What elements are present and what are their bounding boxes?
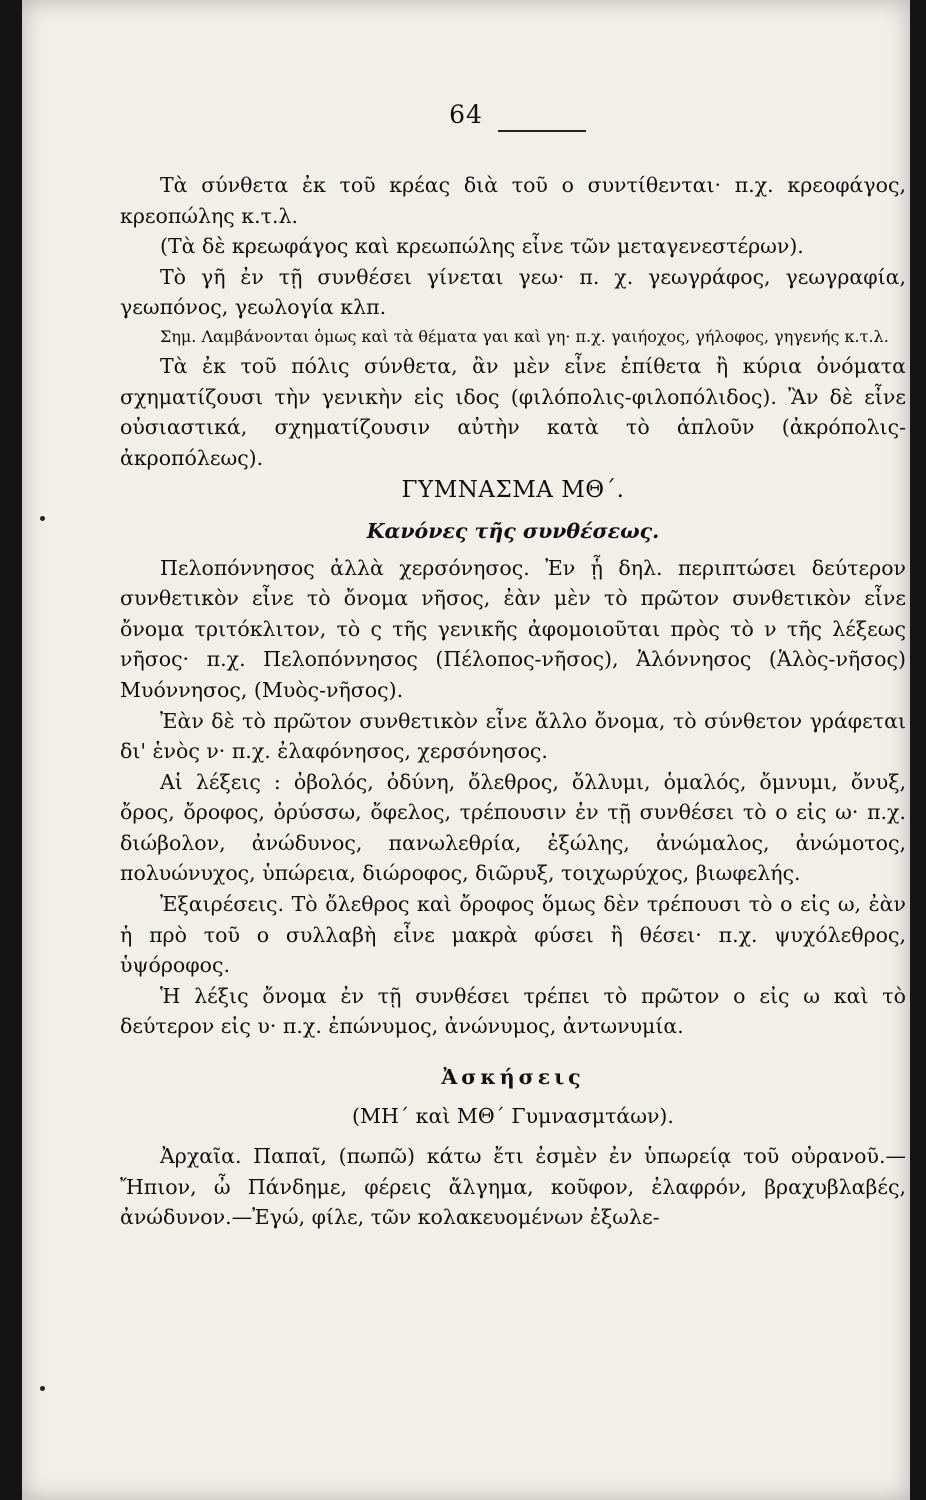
exercises-subheading: (ΜΗ΄ καὶ ΜΘ΄ Γυμνασμτάων). xyxy=(352,1103,674,1128)
paragraph-other-noun: Ἐὰν δὲ τὸ πρῶτον συνθετικὸν εἶνε ἄλλο ὄνομα, τὸ σύνθετον γράφεται δι' ἑνὸς ν· π.χ. ἐλαφόνησος, χερσόνησος. xyxy=(120,708,906,764)
margin-dot xyxy=(40,1386,45,1391)
page-number: 64 xyxy=(449,100,483,129)
paragraph-exceptions: Ἐξαιρέσεις. Τὸ ὄλεθρος καὶ ὄροφος ὅμως δὲν τρέπουσι τὸ ο εἰς ω, ἐὰν ἡ πρὸ τοῦ ο συλλαβὴ εἶνε μακρὰ φύσει ἢ θέσει· π.χ. ψυχόλεθρος, ὑψόροφος. xyxy=(120,892,906,978)
paragraph-words: Αἱ λέξεις : ὀβολός, ὀδύνη, ὄλεθρος, ὄλλυμι, ὁμαλός, ὄμνυμι, ὄνυξ, ὄρος, ὄροφος, ὀρύσσω, ὄφελος, τρέπουσιν ἐν τῇ συνθέσει τὸ ο εἰς ω· π.χ. διώβολον, ἀνώδυνος, πανωλεθρία, ἐξώλης, ἀνώμαλος, ἀνώμοτος, πολυώνυχος, ὑπώρεια, διώροφος, διῶρυξ, τοιχωρύχος, βιωφελής. xyxy=(120,769,906,886)
paragraph-ancient: Ἀρχαῖα. Παπαῖ, (πωπῶ) κάτω ἔτι ἐσμὲν ἐν ὑπωρείᾳ τοῦ οὐρανοῦ.—Ἤπιον, ὦ Πάνδημε, φέρεις ἄλγημα, κοῦφον, ἐλαφρόν, βραχυβλαβές, ἀνώδυνον.—Ἐγώ, φίλε, τῶν κολακευομένων ἐξωλε- xyxy=(120,1144,906,1230)
paragraph-nesos: Πελοπόννησος ἀλλὰ χερσόνησος. Ἐν ᾗ δηλ. περιπτώσει δεύτερον συνθετικὸν εἶνε τὸ ὄνομα νῆσος, ἐὰν μὲν τὸ πρῶτον συνθετικὸν εἶνε ὄνομα τριτόκλιτον, τὸ ς τῆς γενικῆς ἀφομοιοῦται πρὸς τὸ ν τῆς λέξεως νῆσος· π.χ. Πελοπόννησος (Πέλοπος-νῆσος), Ἁλόννησος (Ἁλὸς-νῆσος) Μυόννησος, (Μυὸς-νῆσος). xyxy=(120,555,906,702)
rules-heading: Κανόνες τῆς συνθέσεως. xyxy=(366,518,660,543)
page-body xyxy=(120,170,906,1233)
exercise-heading: ΓΥΜΝΑΣΜΑ ΜΘ΄. xyxy=(401,477,625,504)
paragraph-kreas: Τὰ σύνθετα ἐκ τοῦ κρέας διὰ τοῦ ο συντίθενται· π.χ. κρεοφάγος, κρεοπώλης κ.τ.λ. xyxy=(120,173,906,228)
margin-dot xyxy=(40,516,45,521)
paragraph-polis: Τὰ ἐκ τοῦ πόλις σύνθετα, ἂν μὲν εἶνε ἐπίθετα ἢ κύρια ὀνόματα σχηματίζουσι τὴν γενικὴν εἰς ιδος (φιλόπολις-φιλοπόλιδος). Ἂν δὲ εἶνε οὐσιαστικά, σχηματίζουσιν αὐτὴν κατὰ τὸ ἁπλοῦν (ἀκρόπολις-ἀκροπόλεως). xyxy=(120,353,906,470)
book-page xyxy=(22,0,910,1500)
paragraph-note: Σημ. Λαμβάνονται ὁμως καὶ τὰ θέματα γαι καὶ γη· π.χ. γαιήοχος, γήλοφος, γηγενής κ.τ.λ. xyxy=(160,326,889,346)
page-number-underline xyxy=(498,130,586,132)
paragraph-ge: Τὸ γῆ ἐν τῇ συνθέσει γίνεται γεω· π. χ. γεωγράφος, γεωγραφία, γεωπόνος, γεωλογία κλπ. xyxy=(120,264,906,320)
paragraph-onoma: Ἡ λέξις ὄνομα ἐν τῇ συνθέσει τρέπει τὸ πρῶτον ο εἰς ω καὶ τὸ δεύτερον εἰς υ· π.χ. ἐπώνυμος, ἀνώνυμος, ἀντωνυμία. xyxy=(120,983,906,1039)
exercises-heading: Ἀσκήσεις xyxy=(441,1065,585,1090)
paragraph-kreas-note: (Τὰ δὲ κρεωφάγος καὶ κρεωπώλης εἶνε τῶν μεταγενεστέρων). xyxy=(160,234,804,259)
